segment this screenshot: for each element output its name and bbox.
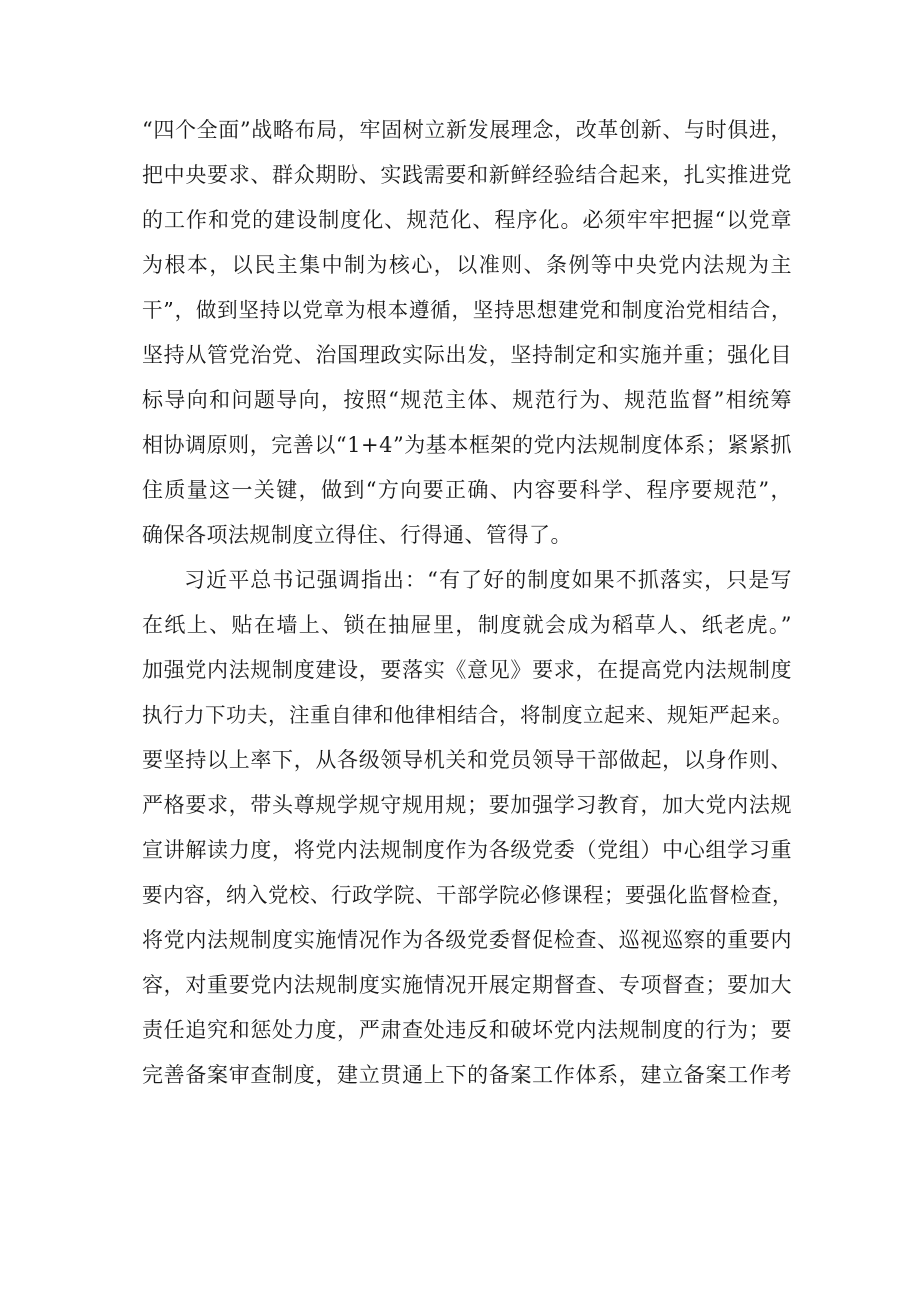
text-line: 相协调原则，完善以“1+4”为基本框架的党内法规制度体系；紧紧抓	[142, 433, 792, 457]
text-line: 要内容，纳入党校、行政学院、干部学院必修课程；要强化监督检查，	[142, 883, 793, 907]
text-line: 坚持从管党治党、治国理政实际出发，坚持制定和实施并重；强化目	[142, 343, 792, 367]
text-line: 完善备案审查制度，建立贯通上下的备案工作体系，建立备案工作考	[142, 1063, 792, 1087]
text-line: 习近平总书记强调指出：“有了好的制度如果不抓落实，只是写	[184, 568, 792, 592]
text-line: 容，对重要党内法规制度实施情况开展定期督查、专项督查；要加大	[142, 973, 792, 997]
body-text	[142, 108, 792, 1098]
text-line: 责任追究和惩处力度，严肃查处违反和破坏党内法规制度的行为；要	[142, 1018, 792, 1042]
text-line: 执行力下功夫，注重自律和他律相结合，将制度立起来、规矩严起来。	[142, 703, 793, 727]
text-line: 加强党内法规制度建设，要落实《意见》要求，在提高党内法规制度	[142, 658, 792, 682]
text-line: 要坚持以上率下，从各级领导机关和党员领导干部做起，以身作则、	[142, 748, 792, 772]
text-line: 的工作和党的建设制度化、规范化、程序化。必须牢牢把握“以党章	[142, 208, 792, 232]
text-line: 在纸上、贴在墙上、锁在抽屉里，制度就会成为稻草人、纸老虎。”	[142, 613, 792, 637]
text-line: 为根本，以民主集中制为核心，以准则、条例等中央党内法规为主	[142, 253, 792, 277]
text-line: “四个全面”战略布局，牢固树立新发展理念，改革创新、与时俱进，	[142, 118, 792, 142]
text-line: 确保各项法规制度立得住、行得通、管得了。	[142, 523, 572, 547]
text-line: 将党内法规制度实施情况作为各级党委督促检查、巡视巡察的重要内	[142, 928, 792, 952]
paragraph	[142, 108, 792, 558]
text-line: 住质量这一关键，做到“方向要正确、内容要科学、程序要规范”，	[142, 478, 792, 502]
text-line: 严格要求，带头尊规学规守规用规；要加强学习教育，加大党内法规	[142, 793, 792, 817]
text-line: 标导向和问题导向，按照“规范主体、规范行为、规范监督”相统筹	[142, 388, 792, 412]
text-line: 干”，做到坚持以党章为根本遵循，坚持思想建党和制度治党相结合，	[142, 298, 792, 322]
text-line: 把中央要求、群众期盼、实践需要和新鲜经验结合起来，扎实推进党	[142, 163, 792, 187]
text-line: 宣讲解读力度，将党内法规制度作为各级党委（党组）中心组学习重	[142, 838, 792, 862]
paragraph	[142, 558, 792, 1098]
